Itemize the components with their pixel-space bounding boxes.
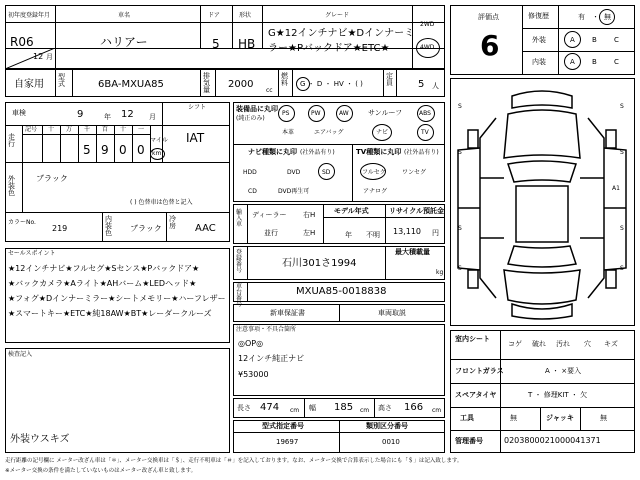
displacement-unit: cc (266, 87, 273, 94)
first-reg-month: 12 (33, 52, 44, 61)
recycle-value: 13,110 (393, 227, 421, 236)
navi-sd: SD (322, 169, 331, 176)
notes-line: ¥53000 (238, 370, 269, 379)
height-label: 高さ (378, 404, 392, 412)
car-name-label: 車名 (118, 12, 131, 19)
glass-options: A ・ ×要入 (545, 367, 582, 375)
car-name: ハリアー (100, 35, 148, 49)
shift-value: IAT (186, 131, 205, 145)
damage-mark: S (620, 265, 624, 272)
capacity-label: 定員 (386, 72, 393, 87)
tv-analog: アナログ (363, 188, 388, 195)
equip-pw: PW (311, 110, 321, 117)
score-value: 6 (480, 29, 500, 62)
mgmt-number-label: 管理番号 (455, 437, 483, 445)
import-dealer: ディーラー (252, 211, 287, 219)
jack-value: 無 (600, 414, 607, 422)
sales-points-label: セールスポイント (8, 250, 56, 257)
grade-label: グレード (325, 12, 350, 19)
navi-dvd-play: DVD再生可 (278, 188, 310, 195)
class-value: 0010 (382, 438, 400, 446)
chassis-value: MXUA85-0018838 (296, 286, 387, 297)
auction-sheet: 初年度登録年月 車名 ドア 形状 グレード 2WD 4WD R06 12 月 ハリアー 5 HB G★12インチナビ★Dインナーミ ラー★Pバックドア★ETC★ 自家用 型式 6BA-MXUA85 排気量 2000 cc 燃料 G ・ D ・ HV ・ ( ) 定員 5 人 評価点 6 修復歴 有 ・ 無 外装 A B C 内装 A B C 車検 9 年 12 月 シフト IAT 走行 記号 十 万 千 百 十 一 5 9 0 0 マイル km 外装色 ブラック ( ) 色替車は色替と記入 カラーNo. 219 内装色 ブラック 冷房 AAC セールスポイント ★12インチナビ★フルセグ★Sセンス★Pバックドア★ ★バックカメラ★Aライト★AHバーム★LEDヘッド★ ★フォグ★Dインナーミラー★シートメモリー★ハーフレザー ★スマートキー★ETC★純18AW★BT★レーダークルーズ 検査記入 外装ウスキズ 装備品に丸印 (純正のみ) PS PW AW サンルーフ ABS 本革 エアバッグ ナビ TV ナビ種類に丸印 (社外品有り) HDD DVD SD CD DVD再生可 TV種類に丸印 (社外品有り) フルセグ ワンセグ アナログ 輸入車 ディーラー 並行 右H 左H モデル年式 年 不明 リサイクル預託金 13,110 円 登録番号 石川301さ1994 最大積載量 kg 車台番号 MXUA85-0018838 新車保証書 車両取説 注意事項・不具合箇所 ◎OP◎ 12インチ純正ナビ ¥53000 長さ 474 cm 幅 185 cm 高さ 166 cm 型式指定番号 19697 類別区分番号 0010 S S S S A1 S S S S 室内シート コゲ 破れ 汚れ 穴 キズ フロントガラス A ・ ×要入 スペアタイヤ T ・ 修理KIT ・ 欠 工具 無 ジャッキ 無 管理番号 0203800021000041371 走行距離の記号欄に メーター改ざん車は「＊」、メーター交換車は「＄」、走行不明車は「＃」を記入しております。なお、メーター交換で合算表示した場合にも「＄」は記入致します。 ※メーター交換の条件を満たしていないものはメーター改ざん車と致します。 (0, 0, 640, 480)
equip-aw: AW (339, 110, 349, 117)
repair-label: 修復歴 (528, 12, 549, 20)
type-designation-label: 型式指定番号 (262, 422, 304, 430)
tv-oneseg: ワンセグ (402, 169, 427, 176)
new-car-warranty: 新車保証書 (270, 309, 305, 317)
repair-option-no: 無 (604, 13, 611, 21)
equipment-sub-label: (純正のみ) (236, 115, 265, 122)
inspector-label: 検査記入 (8, 351, 33, 358)
mileage-digit: 5 (83, 143, 91, 157)
spare-tire-options: T ・ 修理KIT ・ 欠 (528, 391, 588, 399)
inspector-text: 外装ウスキズ (10, 434, 70, 445)
mile-label: マイル (150, 137, 168, 144)
drive-4wd: 4WD (420, 44, 435, 51)
import-right: 右H (303, 211, 316, 219)
equipment-label: 装備品に丸印 (236, 105, 278, 113)
model-type-label: 型式 (58, 73, 65, 88)
registration-label: 登録番号 (236, 249, 243, 274)
fuel-options: G ・ D ・ HV ・ ( ) (300, 80, 363, 88)
displacement-label: 排気量 (203, 72, 210, 94)
sales-point-line: ★バックカメラ★Aライト★AHバーム★LEDヘッド★ (8, 279, 197, 288)
length-value: 474 (260, 402, 280, 413)
footer-line2: ※メーター交換の条件を満たしていないものはメーター改ざん車と致します。 (5, 468, 197, 474)
recycle-label: リサイクル預託金 (389, 207, 445, 215)
damage-mark: S (458, 149, 462, 156)
ac-value: AAC (195, 223, 216, 234)
color-code-label: カラーNo. (8, 219, 36, 226)
inspection-label: 車検 (12, 109, 26, 117)
glass-label: フロントガラス (455, 367, 504, 375)
mileage-digit: 0 (119, 143, 127, 157)
vehicle-manual: 車両取説 (378, 309, 406, 317)
equip-abs: ABS (419, 110, 431, 117)
tv-sub-label: (社外品有り) (404, 149, 439, 156)
equip-tv: TV (421, 129, 429, 136)
car-diagram (450, 78, 635, 326)
notes-line: ◎OP◎ (238, 339, 264, 348)
exterior-color-value: ブラック (36, 174, 68, 183)
import-label: 輸入車 (236, 209, 243, 228)
mileage-digit: 0 (137, 143, 145, 157)
capacity: 5 (418, 79, 425, 90)
interior-color-value: ブラック (130, 224, 162, 233)
notes-label: 注意事項・不具合箇所 (236, 326, 297, 333)
damage-mark: S (620, 103, 624, 110)
tools-value: 無 (510, 414, 517, 422)
model-year-label: モデル年式 (334, 207, 369, 215)
type-designation-value: 19697 (276, 438, 299, 446)
exterior-color-label: 外装色 (8, 175, 15, 197)
first-reg-year: R06 (10, 35, 34, 49)
damage-mark: S (620, 225, 624, 232)
shift-label: シフト (188, 104, 207, 111)
mileage-digit: 9 (101, 143, 109, 157)
tv-fullseg: フルセグ (362, 169, 386, 176)
repair-option-yes: 有 (578, 13, 585, 21)
first-reg-label: 初年度登録年月 (8, 12, 51, 19)
navi-cd: CD (248, 188, 257, 195)
exterior-grade-label: 外装 (532, 36, 546, 44)
drive-2wd: 2WD (420, 21, 435, 28)
km-label: km (152, 150, 162, 157)
model-type: 6BA-MXUA85 (98, 79, 164, 90)
doors-value: 5 (212, 37, 220, 51)
damage-mark: S (620, 149, 624, 156)
equip-leather: 本革 (282, 129, 295, 136)
interior-color-label: 内装色 (105, 215, 112, 237)
damage-mark: A1 (612, 185, 620, 192)
mileage-label: 走行 (8, 133, 15, 148)
shape-label: 形状 (239, 12, 252, 19)
height-value: 166 (404, 402, 424, 413)
doors-label: ドア (208, 12, 220, 19)
damage-mark: S (458, 265, 462, 272)
first-reg-month-unit: 月 (46, 53, 53, 61)
equip-airbag: エアバッグ (314, 129, 344, 136)
chassis-label: 車台番号 (236, 283, 243, 308)
equip-navi: ナビ (376, 129, 389, 136)
import-parallel: 並行 (264, 229, 278, 237)
import-left: 左H (303, 229, 316, 237)
capacity-unit: 人 (432, 82, 439, 90)
sales-point-line: ★フォグ★Dインナーミラー★シートメモリー★ハーフレザー (8, 294, 226, 303)
color-code-value: 219 (52, 224, 68, 233)
displacement: 2000 (228, 79, 254, 90)
footer-line1: 走行距離の記号欄に メーター改ざん車は「＊」、メーター交換車は「＄」、走行不明車は「＃」を記入しております。なお、メーター交換で合算表示した場合にも「＄」は記入致します。 (5, 458, 463, 464)
equip-sunroof: サンルーフ (368, 109, 403, 117)
row2-box (5, 69, 445, 97)
left-info-box (5, 102, 230, 242)
jack-label: ジャッキ (546, 414, 574, 422)
width-value: 185 (334, 402, 354, 413)
mgmt-number-value: 0203800021000041371 (504, 436, 601, 445)
shape-value: HB (238, 37, 256, 51)
grade-line1: G★12インチナビ★Dインナーミ (268, 28, 415, 39)
exterior-color-note: ( ) 色替車は色替と記入 (130, 199, 193, 206)
room-seat-label: 室内シート (455, 335, 490, 343)
use-label: 自家用 (14, 79, 44, 90)
navi-hdd: HDD (243, 169, 257, 176)
notes-line: 12インチ純正ナビ (238, 354, 305, 363)
tv-label: TV種類に丸印 (356, 148, 402, 156)
inspection-month: 12 (121, 109, 134, 120)
sales-point-line: ★12インチナビ★フルセグ★Sセンス★Pバックドア★ (8, 264, 200, 273)
sales-point-line: ★スマートキー★ETC★純18AW★BT★レーダークルーズ (8, 309, 212, 318)
ac-label: 冷房 (169, 215, 176, 230)
tools-label: 工具 (460, 414, 474, 422)
width-label: 幅 (309, 404, 316, 412)
model-year-unknown: 不明 (366, 231, 380, 239)
length-label: 長さ (237, 404, 251, 412)
grade-line2: ラー★Pバックドア★ETC★ (268, 43, 390, 54)
damage-mark: S (458, 103, 462, 110)
damage-mark: S (458, 225, 462, 232)
registration-value: 石川301さ1994 (282, 258, 357, 269)
navi-dvd: DVD (287, 169, 301, 176)
navi-sub-label: (社外品有り) (300, 149, 335, 156)
interior-grade-label: 内装 (532, 58, 546, 66)
equip-ps: PS (282, 110, 290, 117)
class-label: 類別区分番号 (366, 422, 408, 430)
max-load-label: 最大積載量 (395, 248, 430, 256)
inspection-year: 9 (77, 109, 84, 120)
score-label: 評価点 (478, 13, 499, 21)
spare-tire-label: スペアタイヤ (455, 391, 497, 399)
navi-label: ナビ種類に丸印 (248, 148, 297, 156)
fuel-label: 燃料 (281, 72, 288, 87)
